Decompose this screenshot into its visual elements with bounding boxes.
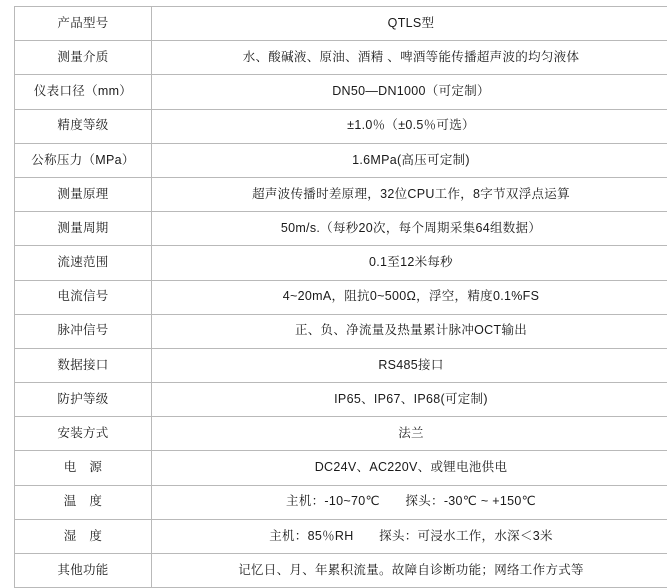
row-value: 50m/s.（每秒20次，每个周期采集64组数据） bbox=[152, 212, 667, 246]
table-row bbox=[15, 348, 667, 382]
row-label: 测量介质 bbox=[15, 41, 152, 75]
specification-table-body bbox=[15, 7, 667, 588]
row-label: 脉冲信号 bbox=[15, 314, 152, 348]
table-row bbox=[15, 383, 667, 417]
row-label: 流速范围 bbox=[15, 246, 152, 280]
row-value: 正、负、净流量及热量累计脉冲OCT输出 bbox=[152, 314, 667, 348]
table-row bbox=[15, 75, 667, 109]
table-row bbox=[15, 314, 667, 348]
row-value: 1.6MPa(高压可定制) bbox=[152, 143, 667, 177]
table-row bbox=[15, 280, 667, 314]
row-label: 数据接口 bbox=[15, 348, 152, 382]
table-row bbox=[15, 519, 667, 553]
row-value: IP65、IP67、IP68(可定制) bbox=[152, 383, 667, 417]
row-label: 电流信号 bbox=[15, 280, 152, 314]
specification-table bbox=[14, 6, 667, 588]
table-row bbox=[15, 417, 667, 451]
row-value: 记忆日、月、年累积流量。故障自诊断功能；网络工作方式等 bbox=[152, 554, 667, 588]
table-row bbox=[15, 485, 667, 519]
row-label: 产品型号 bbox=[15, 7, 152, 41]
row-value: QTLS型 bbox=[152, 7, 667, 41]
table-row bbox=[15, 177, 667, 211]
row-label: 温 度 bbox=[15, 485, 152, 519]
table-row bbox=[15, 554, 667, 588]
row-value: ±1.0％（±0.5％可选） bbox=[152, 109, 667, 143]
row-value: DN50—DN1000（可定制） bbox=[152, 75, 667, 109]
table-row bbox=[15, 109, 667, 143]
row-value: 水、酸碱液、原油、酒精 、啤酒等能传播超声波的均匀液体 bbox=[152, 41, 667, 75]
row-label: 测量原理 bbox=[15, 177, 152, 211]
table-row bbox=[15, 143, 667, 177]
table-row bbox=[15, 41, 667, 75]
table-row bbox=[15, 246, 667, 280]
row-value: 主机：-10~70℃ 探头：-30℃ ~ +150℃ bbox=[152, 485, 667, 519]
row-label: 精度等级 bbox=[15, 109, 152, 143]
row-label: 电 源 bbox=[15, 451, 152, 485]
row-value: 主机：85％RH 探头：可浸水工作，水深＜3米 bbox=[152, 519, 667, 553]
row-value: 0.1至12米每秒 bbox=[152, 246, 667, 280]
table-row bbox=[15, 212, 667, 246]
table-row bbox=[15, 7, 667, 41]
row-label: 公称压力（MPa） bbox=[15, 143, 152, 177]
row-label: 其他功能 bbox=[15, 554, 152, 588]
row-label: 仪表口径（mm） bbox=[15, 75, 152, 109]
row-value: DC24V、AC220V、或锂电池供电 bbox=[152, 451, 667, 485]
row-value: RS485接口 bbox=[152, 348, 667, 382]
row-label: 测量周期 bbox=[15, 212, 152, 246]
row-value: 超声波传播时差原理，32位CPU工作，8字节双浮点运算 bbox=[152, 177, 667, 211]
row-value: 法兰 bbox=[152, 417, 667, 451]
row-label: 防护等级 bbox=[15, 383, 152, 417]
table-row bbox=[15, 451, 667, 485]
row-value: 4~20mA，阻抗0~500Ω，浮空，精度0.1%FS bbox=[152, 280, 667, 314]
row-label: 湿 度 bbox=[15, 519, 152, 553]
row-label: 安装方式 bbox=[15, 417, 152, 451]
